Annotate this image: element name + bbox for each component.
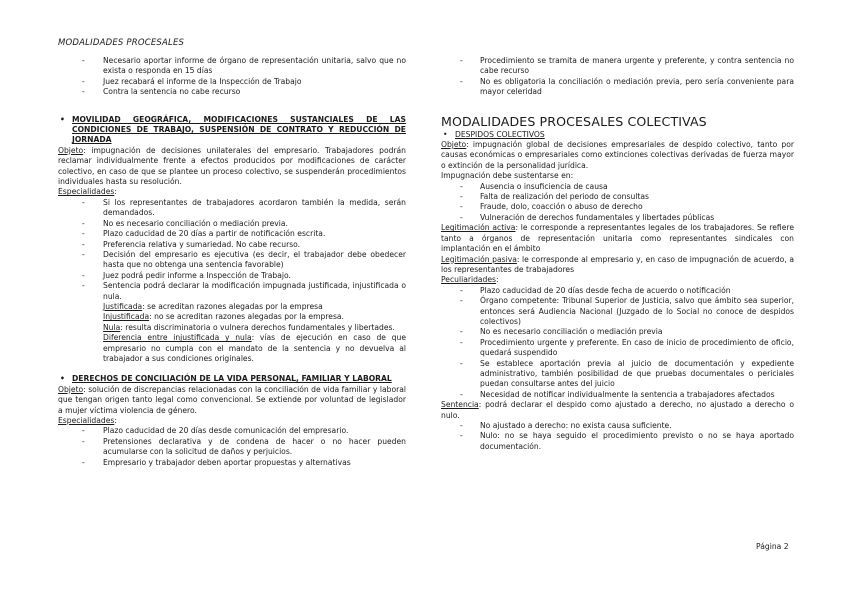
paragraph-objeto bbox=[441, 140, 794, 171]
peculiaridades-label bbox=[441, 275, 794, 285]
sub-label: Injustificada bbox=[103, 312, 150, 322]
list-item: - Ausencia o insuficiencia de causa bbox=[441, 182, 794, 192]
section-title-movilidad: • MOVILIDAD GEOGRÁFICA, MODIFICACIONES SUSTANCIALES DE LAS CONDICIONES DE TRABAJO, SUSPENSIÓN DE CONTRATO Y REDUCCIÓN DE JORNADA bbox=[58, 115, 406, 146]
paragraph-objeto bbox=[58, 146, 406, 188]
sub-text: : vías de ejecución en caso de que empresario no cumpla con el mandato de la sentencia y no devuelva al trabajador a sus condiciones originales. bbox=[103, 333, 406, 363]
objeto-label: Objeto bbox=[441, 140, 467, 150]
list-item: - Necesidad de notificar individualmente la sentencia a trabajadores afectados bbox=[441, 390, 794, 400]
section-title-despidos: • DESPIDOS COLECTIVOS bbox=[441, 130, 794, 140]
list-item: - Juez podrá pedir informe a Inspección de Trabajo. bbox=[58, 271, 406, 281]
list-item: - No es necesario conciliación o mediación previa bbox=[441, 327, 794, 337]
sub-text: : resulta discriminatoria o vulnera derechos fundamentales y libertades. bbox=[120, 322, 395, 332]
paragraph-legitimacion-pasiva bbox=[441, 255, 794, 276]
list-item: - Plazo caducidad de 20 días desde fecha de acuerdo o notificación bbox=[441, 286, 794, 296]
sub-label: Justificada bbox=[103, 301, 143, 311]
paragraph-sentencia bbox=[441, 400, 794, 421]
especialidades-label bbox=[58, 416, 406, 426]
list-item: - Plazo caducidad de 20 días a partir de notificación escrita. bbox=[58, 229, 406, 239]
legitimacion-pasiva-text: : le corresponde al empresario y, en caso de impugnación de acuerdo, a los representantes de trabajadores bbox=[441, 254, 794, 274]
list-item: - Se establece aportación previa al juicio de documentación y expediente administrativo, también posibilidad de que pruebas documentales o periciales puedan consultarse antes del juicio bbox=[441, 359, 794, 390]
page-number: Página 2 bbox=[756, 542, 789, 551]
page-header: MODALIDADES PROCESALES bbox=[58, 38, 185, 48]
sub-item bbox=[58, 323, 406, 333]
list-item: - Contra la sentencia no cabe recurso bbox=[58, 87, 406, 97]
especialidades-text: Especialidades bbox=[58, 187, 115, 197]
objeto-text: : impugnación de decisiones unilaterales del empresario. Trabajadores podrán reclamar individualmente frente a efectos producidos por modificaciones de carácter colectivo, en caso de que se plantee un proceso colectivo, se suspenderán procedimientos individuales hasta su resolución. bbox=[58, 145, 406, 187]
list-item: - Plazo caducidad de 20 días desde comunicación del empresario. bbox=[58, 426, 406, 436]
list-item: - Procedimiento se tramita de manera urgente y preferente, y contra sentencia no cabe recurso bbox=[441, 56, 794, 77]
list-item: - Juez recabará el informe de la Inspección de Trabajo bbox=[58, 77, 406, 87]
colon: : bbox=[114, 416, 117, 425]
list-item: - Órgano competente: Tribunal Superior de Justicia, salvo que ámbito sea superior, entonces será Audiencia Nacional (Juzgado de lo Social no conoce de despidos colectivos) bbox=[441, 296, 794, 327]
paragraph-objeto bbox=[58, 385, 406, 416]
sub-item bbox=[58, 312, 406, 322]
objeto-label: Objeto bbox=[58, 145, 84, 155]
list-item: - Decisión del empresario es ejecutiva (es decir, el trabajador debe obedecer hasta que no obtenga una sentencia favorable) bbox=[58, 250, 406, 271]
sentencia-text: : podrá declarar el despido como ajustado a derecho, no ajustado a derecho o nulo. bbox=[441, 400, 794, 420]
list-item: - No es necesario conciliación o mediación previa. bbox=[58, 219, 406, 229]
list-item: - Sentencia podrá declarar la modificación impugnada justificada, injustificada o nula. bbox=[58, 281, 406, 302]
list-item: - No es obligatoria la conciliación o mediación previa, pero sería conveniente para mayor celeridad bbox=[441, 77, 794, 98]
list-item: - Necesario aportar informe de órgano de representación unitaria, salvo que no exista o responda en 15 días bbox=[58, 56, 406, 77]
list-item: - Preferencia relativa y sumariedad. No cabe recurso. bbox=[58, 240, 406, 250]
paragraph-legitimacion-activa bbox=[441, 223, 794, 254]
sentencia-label: Sentencia bbox=[441, 400, 479, 410]
colon: : bbox=[114, 187, 117, 197]
especialidades-text: Especialidades bbox=[58, 416, 115, 425]
objeto-text: : impugnación global de decisiones empresariales de despido colectivo, tanto por causas económicas o empresariales como extinciones colectivas derivadas de fuerza mayor o extinción de la personalidad jurídica. bbox=[441, 140, 794, 170]
sub-item bbox=[58, 333, 406, 364]
objeto-label: Objeto bbox=[58, 384, 84, 394]
list-item: - Vulneración de derechos fundamentales y libertades públicas bbox=[441, 213, 794, 223]
sub-label: Diferencia entre injustificada y nula bbox=[103, 333, 252, 343]
especialidades-label bbox=[58, 187, 406, 197]
list-item: - Falta de realización del periodo de consultas bbox=[441, 192, 794, 202]
legitimacion-activa-label: Legitimación activa bbox=[441, 223, 516, 233]
list-item: - No ajustado a derecho: no exista causa suficiente. bbox=[441, 421, 794, 431]
colon: : bbox=[496, 275, 499, 285]
right-column bbox=[441, 56, 794, 452]
sub-text: : se acreditan razones alegadas por la empresa bbox=[142, 301, 323, 311]
list-item: - Pretensiones declarativa y de condena de hacer o no hacer pueden acumularse con la solicitud de daños y perjuicios. bbox=[58, 437, 406, 458]
list-item: - Nulo: no se haya seguido el procedimiento previsto o no se haya aportado documentación. bbox=[441, 431, 794, 452]
list-item: - Si los representantes de trabajadores acordaron también la medida, serán demandados. bbox=[58, 198, 406, 219]
peculiaridades-text: Peculiaridades bbox=[441, 275, 496, 285]
legitimacion-pasiva-label: Legitimación pasiva bbox=[441, 254, 517, 264]
list-item: - Procedimiento urgente y preferente. En caso de inicio de procedimiento de oficio, quedará suspendido bbox=[441, 338, 794, 359]
impugnacion-intro: Impugnación debe sustentarse en: bbox=[441, 171, 574, 181]
objeto-text: : solución de discrepancias relacionadas con la conciliación de vida familiar y laboral que tengan origen tanto legal como convencional. Se extiende por voluntad de legislador a mujer víctima violencia de género. bbox=[58, 384, 406, 415]
sub-label: Nula bbox=[103, 322, 121, 332]
section-title-conciliacion: • DERECHOS DE CONCILIACIÓN DE LA VIDA PERSONAL, FAMILIAR Y LABORAL bbox=[58, 374, 406, 384]
section-heading: MODALIDADES PROCESALES COLECTIVAS bbox=[441, 113, 707, 129]
sub-item bbox=[58, 302, 406, 312]
left-column bbox=[58, 56, 406, 468]
list-item: - Fraude, dolo, coacción o abuso de derecho bbox=[441, 202, 794, 212]
legitimacion-activa-text: : le corresponde a representantes legales de los trabajadores. Se refiere tanto a órganos de representación unitaria como representantes sindicales con implantación en el ámbito bbox=[441, 223, 795, 254]
sub-text: : no se acreditan razones alegadas por la empresa. bbox=[149, 312, 344, 322]
list-item: - Empresario y trabajador deben aportar propuestas y alternativas bbox=[58, 458, 406, 468]
